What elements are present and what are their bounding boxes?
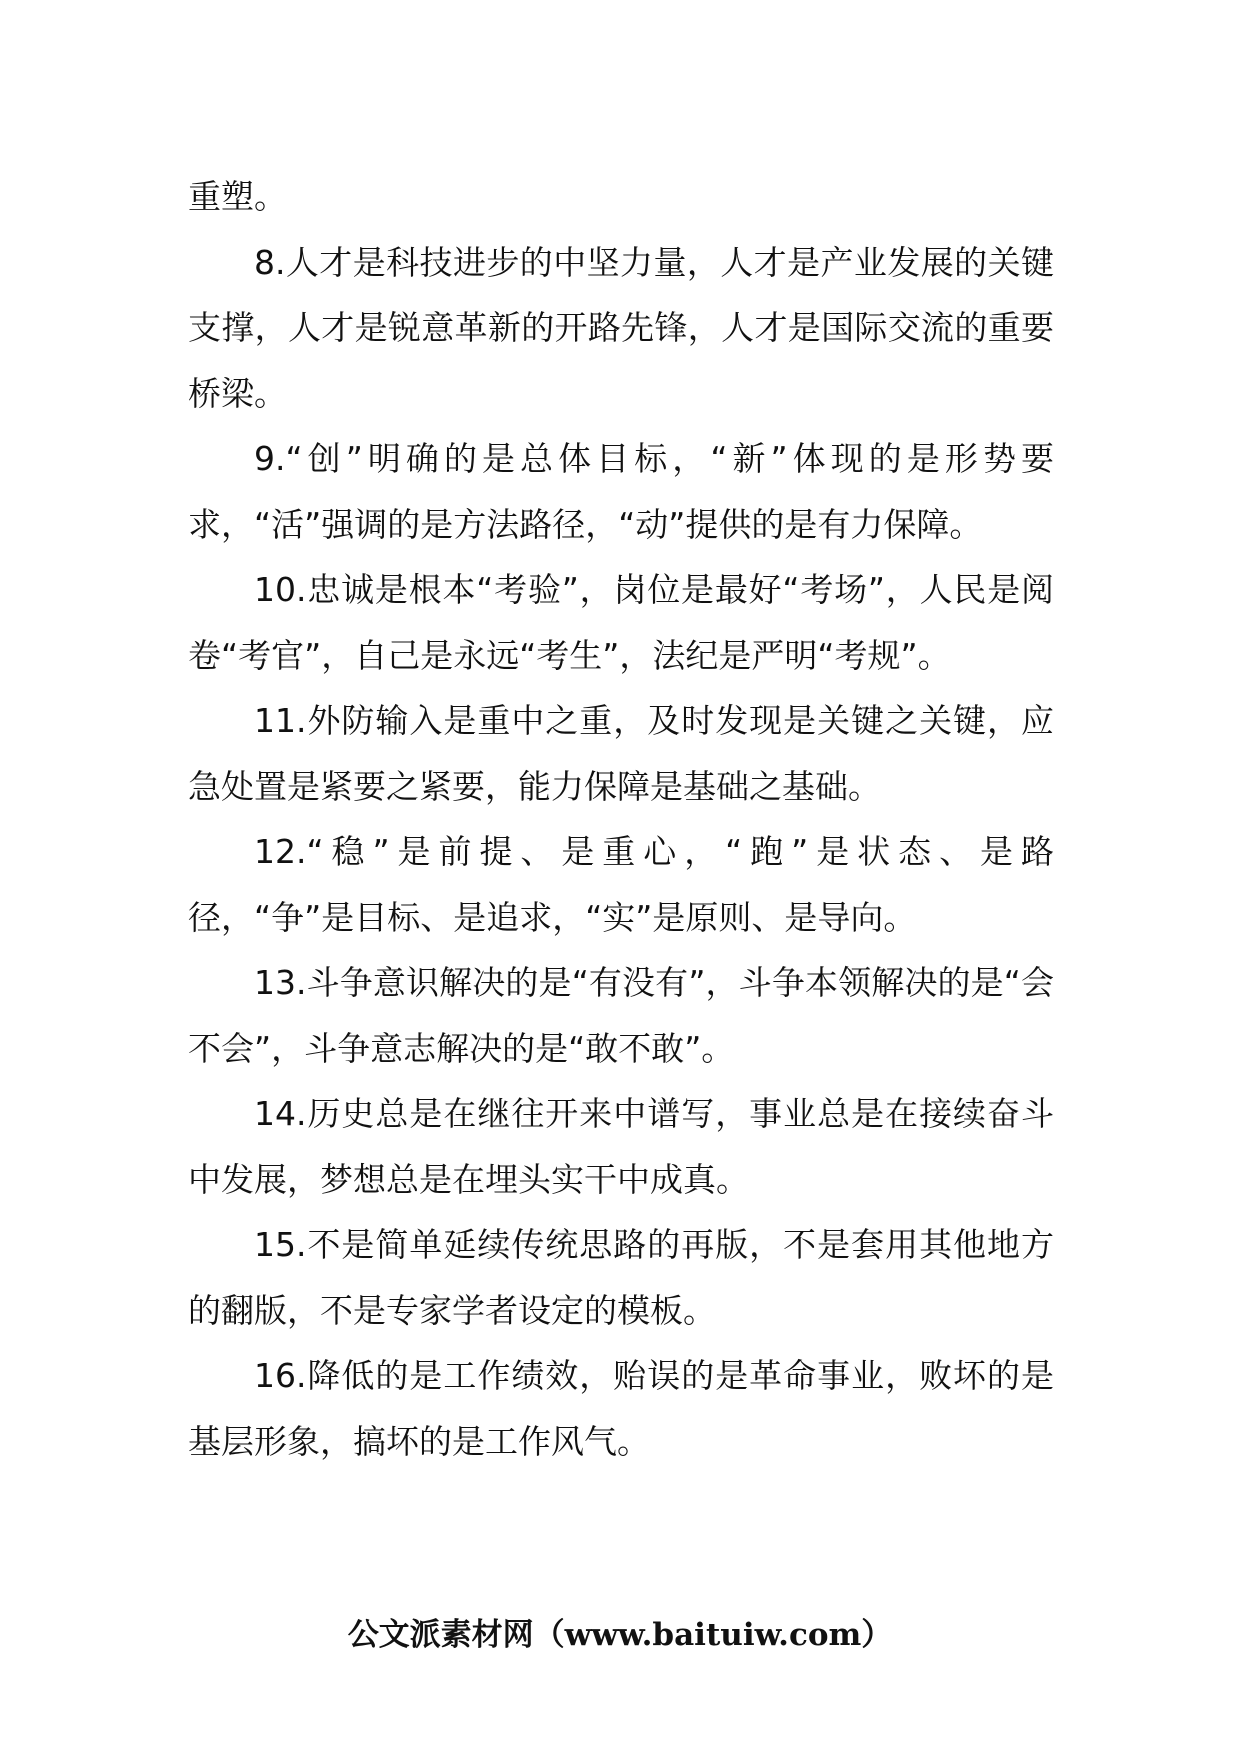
- document-body: [188, 164, 1054, 1474]
- paragraph-continuation: 重塑。: [188, 177, 287, 216]
- paragraph-item-13: 13.斗争意识解决的是“有没有”，斗争本领解决的是“会不会”，斗争意志解决的是“敢不敢”。: [188, 963, 1054, 1068]
- paragraph-item-16: 16.降低的是工作绩效，贻误的是革命事业，败坏的是基层形象，搞坏的是工作风气。: [188, 1356, 1054, 1461]
- paragraph-item-11: 11.外防输入是重中之重，及时发现是关键之关键，应急处置是紧要之紧要，能力保障是基础之基础。: [188, 701, 1054, 806]
- paragraph-item-15: 15.不是简单延续传统思路的再版，不是套用其他地方的翻版，不是专家学者设定的模板。: [188, 1225, 1054, 1330]
- paragraph-item-10: 10.忠诚是根本“考验”，岗位是最好“考场”，人民是阅卷“考官”，自己是永远“考生”，法纪是严明“考规”。: [188, 570, 1054, 675]
- page-footer-source: 公文派素材网（www.baituiw.com）: [347, 1617, 893, 1653]
- paragraph-item-12: 12.“稳”是前提、是重心，“跑”是状态、是路径，“争”是目标、是追求，“实”是原则、是导向。: [188, 832, 1054, 937]
- paragraph-item-9: 9.“创”明确的是总体目标，“新”体现的是形势要求，“活”强调的是方法路径，“动”提供的是有力保障。: [188, 439, 1054, 544]
- paragraph-item-14: 14.历史总是在继往开来中谱写，事业总是在接续奋斗中发展，梦想总是在埋头实干中成真。: [188, 1094, 1054, 1199]
- paragraph-item-8: 8.人才是科技进步的中坚力量，人才是产业发展的关键支撑，人才是锐意革新的开路先锋，人才是国际交流的重要桥梁。: [188, 242, 1054, 413]
